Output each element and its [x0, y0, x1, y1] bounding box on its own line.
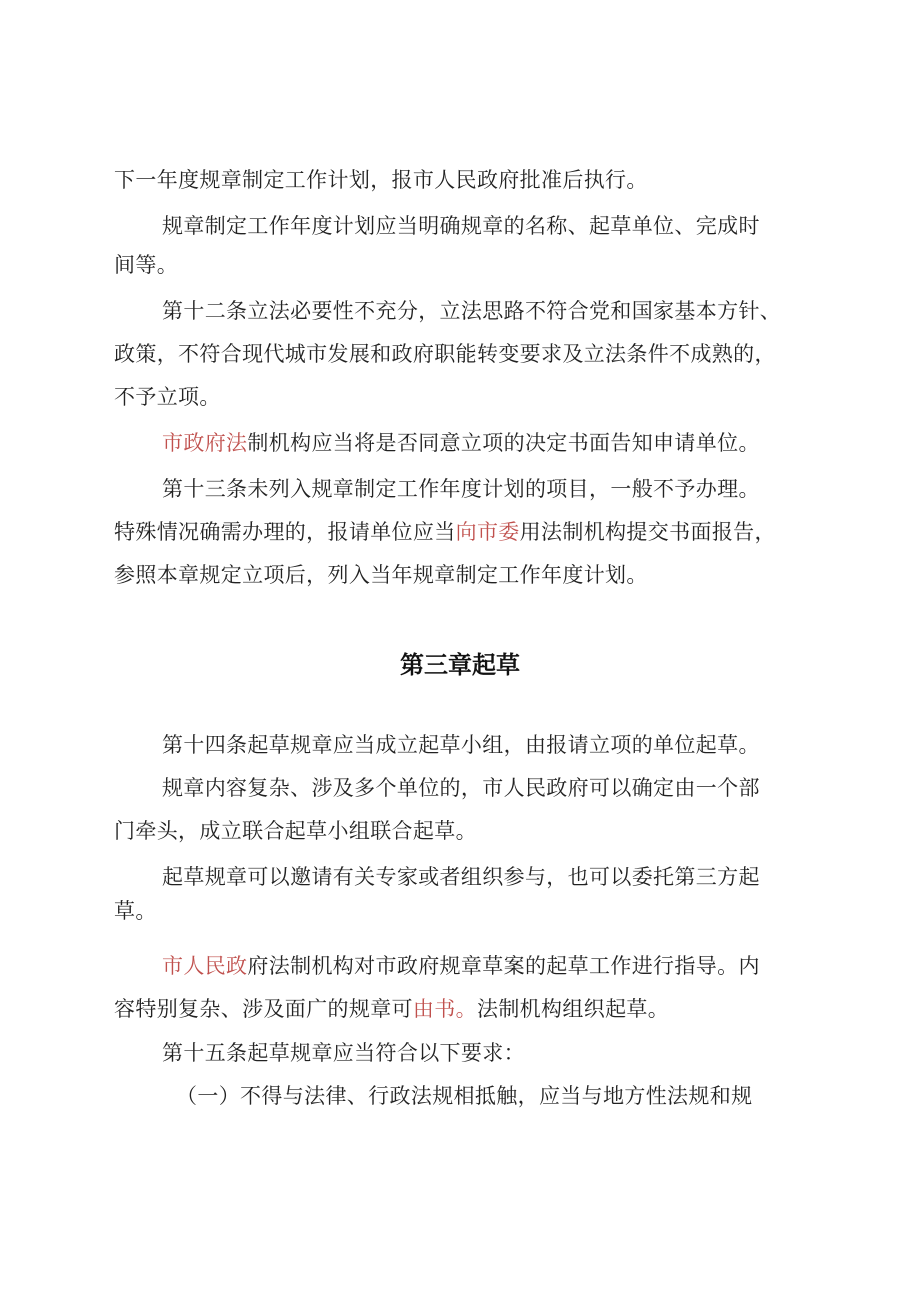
red-text-run: 向市委: [455, 520, 520, 544]
paragraph-line: [162, 730, 760, 760]
text-run: 政策，不符合现代城市发展和政府职能转变要求及立法条件不成熟的，: [114, 342, 776, 366]
paragraph-line: [114, 250, 178, 280]
text-run: 规章内容复杂、涉及多个单位的，市人民政府可以确定由一个部: [162, 776, 760, 800]
text-run: 特殊情况确需办理的，报请单位应当: [114, 520, 456, 544]
text-run: （一）不得与法律、行政法规相抵触，应当与地方性法规和规: [176, 1084, 753, 1108]
paragraph-line: [114, 382, 221, 412]
paragraph-line: [162, 211, 760, 241]
paragraph-line: [162, 773, 760, 803]
paragraph-line: [114, 994, 669, 1024]
paragraph-line: [114, 896, 157, 926]
paragraph-line: [114, 517, 776, 547]
paragraph-line: [176, 1081, 752, 1111]
paragraph-line: [162, 296, 781, 326]
paragraph-line: [162, 474, 760, 504]
text-run: 第十二条立法必要性不充分，立法思路不符合党和国家基本方针、: [162, 299, 782, 323]
text-run: 门牵头，成立联合起草小组联合起草。: [114, 819, 477, 843]
red-text-run: 市人民政: [162, 954, 248, 978]
paragraph-line: [162, 862, 760, 892]
text-run: 容特别复杂、涉及面广的规章可: [114, 997, 413, 1021]
red-text-run: 市政府法: [162, 431, 248, 455]
paragraph-line: [114, 339, 776, 369]
text-run: 用法制机构提交书面报告，: [519, 520, 776, 544]
text-run: 第十三条未列入规章制定工作年度计划的项目，一般不予办理。: [162, 477, 760, 501]
text-run: 法制机构组织起草。: [476, 997, 670, 1021]
text-run: 参照本章规定立项后，列入当年规章制定工作年度计划。: [114, 563, 648, 587]
paragraph-line: [114, 165, 648, 195]
text-run: 规章制定工作年度计划应当明确规章的名称、起草单位、完成时: [162, 214, 760, 238]
text-run: 起草规章可以邀请有关专家或者组织参与，也可以委托第三方起: [162, 865, 760, 889]
text-run: 下一年度规章制定工作计划，报市人民政府批准后执行。: [114, 168, 648, 192]
text-run: 间等。: [114, 253, 179, 277]
paragraph-line: [114, 560, 648, 590]
paragraph-line: [162, 1038, 525, 1068]
text-run: 第十四条起草规章应当成立起草小组，由报请立项的单位起草。: [162, 733, 760, 757]
red-text-run: 由书。: [412, 997, 477, 1021]
text-run: 不予立项。: [114, 385, 221, 409]
text-run: 制机构应当将是否同意立项的决定书面告知申请单位。: [247, 431, 760, 455]
text-run: 第十五条起草规章应当符合以下要求：: [162, 1041, 525, 1065]
paragraph-line: [114, 816, 477, 846]
text-run: 府法制机构对市政府规章草案的起草工作进行指导。内: [247, 954, 760, 978]
chapter-heading: 第三章起草: [400, 651, 520, 679]
text-run: 草。: [114, 899, 157, 923]
paragraph-line: [162, 951, 760, 981]
paragraph-line: [162, 428, 760, 458]
